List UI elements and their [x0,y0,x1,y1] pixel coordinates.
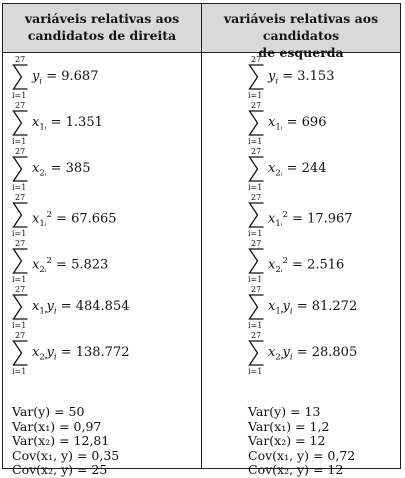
header-left-line2: candidatos de direita [27,28,177,43]
sum-value: = 28.805 [296,345,358,360]
sum-expression: $y_i = 3.153$ [268,69,335,87]
sum-lower-limit: i=1 [248,229,263,238]
var-x1: Var(x₁) = 0,97 [12,418,102,434]
sum-value: = 17.967 [292,211,353,227]
sum-lower-limit: i=1 [248,367,263,376]
header-right [202,10,400,61]
summation-symbol [248,110,266,136]
sum-row [12,147,202,193]
summation-symbol [12,248,30,274]
sum-upper-limit: 27 [15,55,26,64]
var-y: Var(y) = 50 [12,404,85,419]
sum-lower-limit: i=1 [248,183,263,192]
sum-expression: $x_{2ᵢ}y_i = 28.805$ [268,345,358,363]
sum-lower-limit: i=1 [248,91,263,100]
sum-row [248,285,405,331]
sum-value: = 138.772 [60,345,130,360]
sum-value: = 484.854 [60,299,130,314]
sum-row [12,285,202,331]
summation-symbol [12,340,30,366]
sum-upper-limit: 27 [15,239,26,248]
sum-value: = 81.272 [296,299,358,314]
sum-expression: $x_{2ᵢ}^2 = 2.516$ [268,256,345,275]
summation-symbol [248,156,266,182]
sum-lower-limit: i=1 [12,275,27,284]
header-right-line2: de esquerda [258,45,344,60]
summation-symbol [248,294,266,320]
sum-row [12,239,202,285]
sum-expression: $x_{2ᵢ} = 385$ [32,161,91,179]
header-left [3,10,201,44]
sum-value: = 5.823 [56,257,109,273]
cov-x1-y: Cov(x₁, y) = 0,35 [12,447,120,463]
sum-upper-limit: 27 [15,331,26,340]
sum-row [12,331,202,377]
sum-upper-limit: 27 [15,147,26,156]
sum-value: = 385 [50,161,91,176]
statistics-table [2,3,401,477]
sum-row [248,193,405,239]
header-left-line1: variáveis relativas aos [24,11,180,26]
sum-expression: $x_{1ᵢ}y_i = 484.854$ [32,299,130,317]
sum-expression: $x_{1ᵢ} = 1.351$ [32,115,103,133]
sum-row [248,331,405,377]
sum-value: = 67.665 [56,211,117,227]
sum-lower-limit: i=1 [248,137,263,146]
sum-lower-limit: i=1 [12,137,27,146]
sum-row [248,239,405,285]
var-y: Var(y) = 13 [248,404,321,419]
sum-upper-limit: 27 [251,147,262,156]
var-x2: Var(x₂) = 12 [248,433,326,448]
sum-upper-limit: 27 [251,239,262,248]
sum-value: = 244 [286,161,327,176]
sum-row [248,147,405,193]
summation-symbol [248,248,266,274]
sum-lower-limit: i=1 [12,91,27,100]
cov-x1-y: Cov(x₁, y) = 0,72 [248,447,356,463]
left-stats [12,405,119,478]
header-right-line1: variáveis relativas aos candidatos [223,11,379,43]
sum-lower-limit: i=1 [12,321,27,330]
sum-value: = 2.516 [292,257,345,273]
summation-symbol [248,340,266,366]
summation-symbol [12,156,30,182]
sum-row [248,55,405,101]
sum-value: = 9.687 [46,69,99,84]
summation-symbol [12,294,30,320]
sum-expression: $y_i = 9.687$ [32,69,99,87]
var-x2: Var(x₂) = 12,81 [12,433,110,448]
cov-x2-y: Cov(x₂, y) = 25 [12,462,108,477]
sum-lower-limit: i=1 [12,367,27,376]
sum-expression: $x_{2ᵢ} = 244$ [268,161,327,179]
sum-upper-limit: 27 [251,193,262,202]
sum-upper-limit: 27 [251,285,262,294]
sum-expression: $x_{1ᵢ}^2 = 67.665$ [32,210,117,229]
sum-expression: $x_{1ᵢ}y_i = 81.272$ [268,299,358,317]
sum-upper-limit: 27 [251,55,262,64]
sum-upper-limit: 27 [15,101,26,110]
summation-symbol [12,110,30,136]
sum-expression: $x_{1ᵢ}^2 = 17.967$ [268,210,353,229]
sum-value: = 3.153 [282,69,335,84]
sum-expression: $x_{2ᵢ}^2 = 5.823$ [32,256,109,275]
cov-x2-y: Cov(x₂, y) = 12 [248,462,344,477]
sum-expression: $x_{1ᵢ} = 696$ [268,115,327,133]
sum-row [12,193,202,239]
sum-value: = 1.351 [50,115,103,130]
summation-symbol [12,64,30,90]
summation-symbol [248,202,266,228]
sum-lower-limit: i=1 [248,321,263,330]
sum-lower-limit: i=1 [12,229,27,238]
summation-symbol [248,64,266,90]
sum-lower-limit: i=1 [248,275,263,284]
sum-expression: $x_{2ᵢ}y_i = 138.772$ [32,345,130,363]
sum-upper-limit: 27 [251,331,262,340]
sum-upper-limit: 27 [15,285,26,294]
sum-row [248,101,405,147]
summation-symbol [12,202,30,228]
sum-upper-limit: 27 [251,101,262,110]
sum-value: = 696 [286,115,327,130]
sum-lower-limit: i=1 [12,183,27,192]
sum-row [12,55,202,101]
var-x1: Var(x₁) = 1,2 [248,418,330,434]
sum-row [12,101,202,147]
right-stats [248,405,355,478]
sum-upper-limit: 27 [15,193,26,202]
